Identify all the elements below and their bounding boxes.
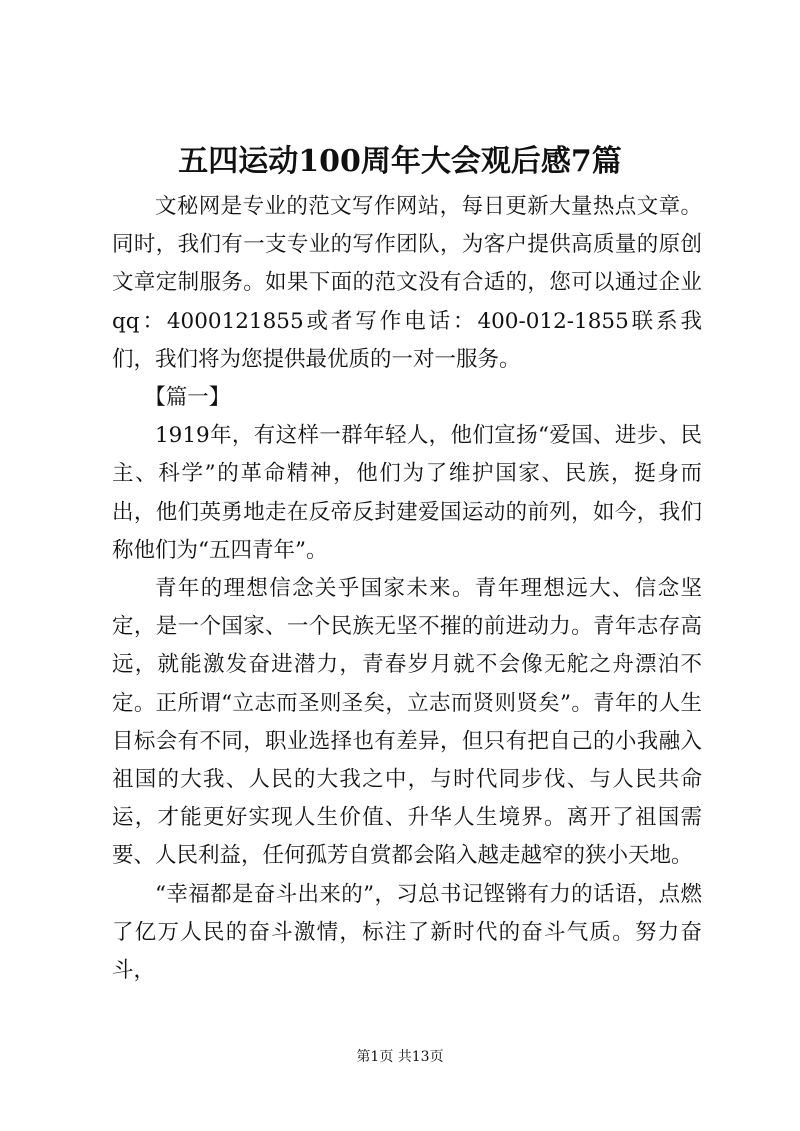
body-paragraph: “幸福都是奋斗出来的”，习总书记铿锵有力的话语，点燃了亿万人民的奋斗激情，标注了新时代的奋斗气质。努力奋斗， bbox=[112, 881, 702, 984]
section-heading: 【篇一】 bbox=[144, 385, 231, 411]
document-title: 五四运动100周年大会观后感7篇 bbox=[178, 144, 622, 179]
body-paragraph: 1919年，有这样一群年轻人，他们宣扬“爱国、进步、民主、科学”的革命精神，他们为了维护国家、民族，挺身而出，他们英勇地走在反帝反封建爱国运动的前列，如今，我们称他们为“五四青年”。 bbox=[112, 423, 702, 563]
document-body bbox=[112, 188, 702, 990]
page-number-footer: 第1页 共13页 bbox=[356, 1049, 444, 1065]
body-paragraph: 青年的理想信念关乎国家未来。青年理想远大、信念坚定，是一个国家、一个民族无坚不摧的前进动力。青年志存高远，就能激发奋进潜力，青春岁月就不会像无舵之舟漂泊不定。正所谓“立志而圣则圣矣，立志而贤则贤矣”。青年的人生目标会有不同，职业选择也有差异，但只有把自己的小我融入祖国的大我、人民的大我之中，与时代同步伐、与人民共命运，才能更好实现人生价值、升华人生境界。离开了祖国需要、人民利益，任何孤芳自赏都会陷入越走越窄的狭小天地。 bbox=[112, 576, 702, 869]
intro-paragraph: 文秘网是专业的范文写作网站，每日更新大量热点文章。同时，我们有一支专业的写作团队，为客户提供高质量的原创文章定制服务。如果下面的范文没有合适的，您可以通过企业qq：4000121855或者写作电话：400-012-1855联系我们，我们将为您提供最优质的一对一服务。 bbox=[112, 194, 702, 372]
